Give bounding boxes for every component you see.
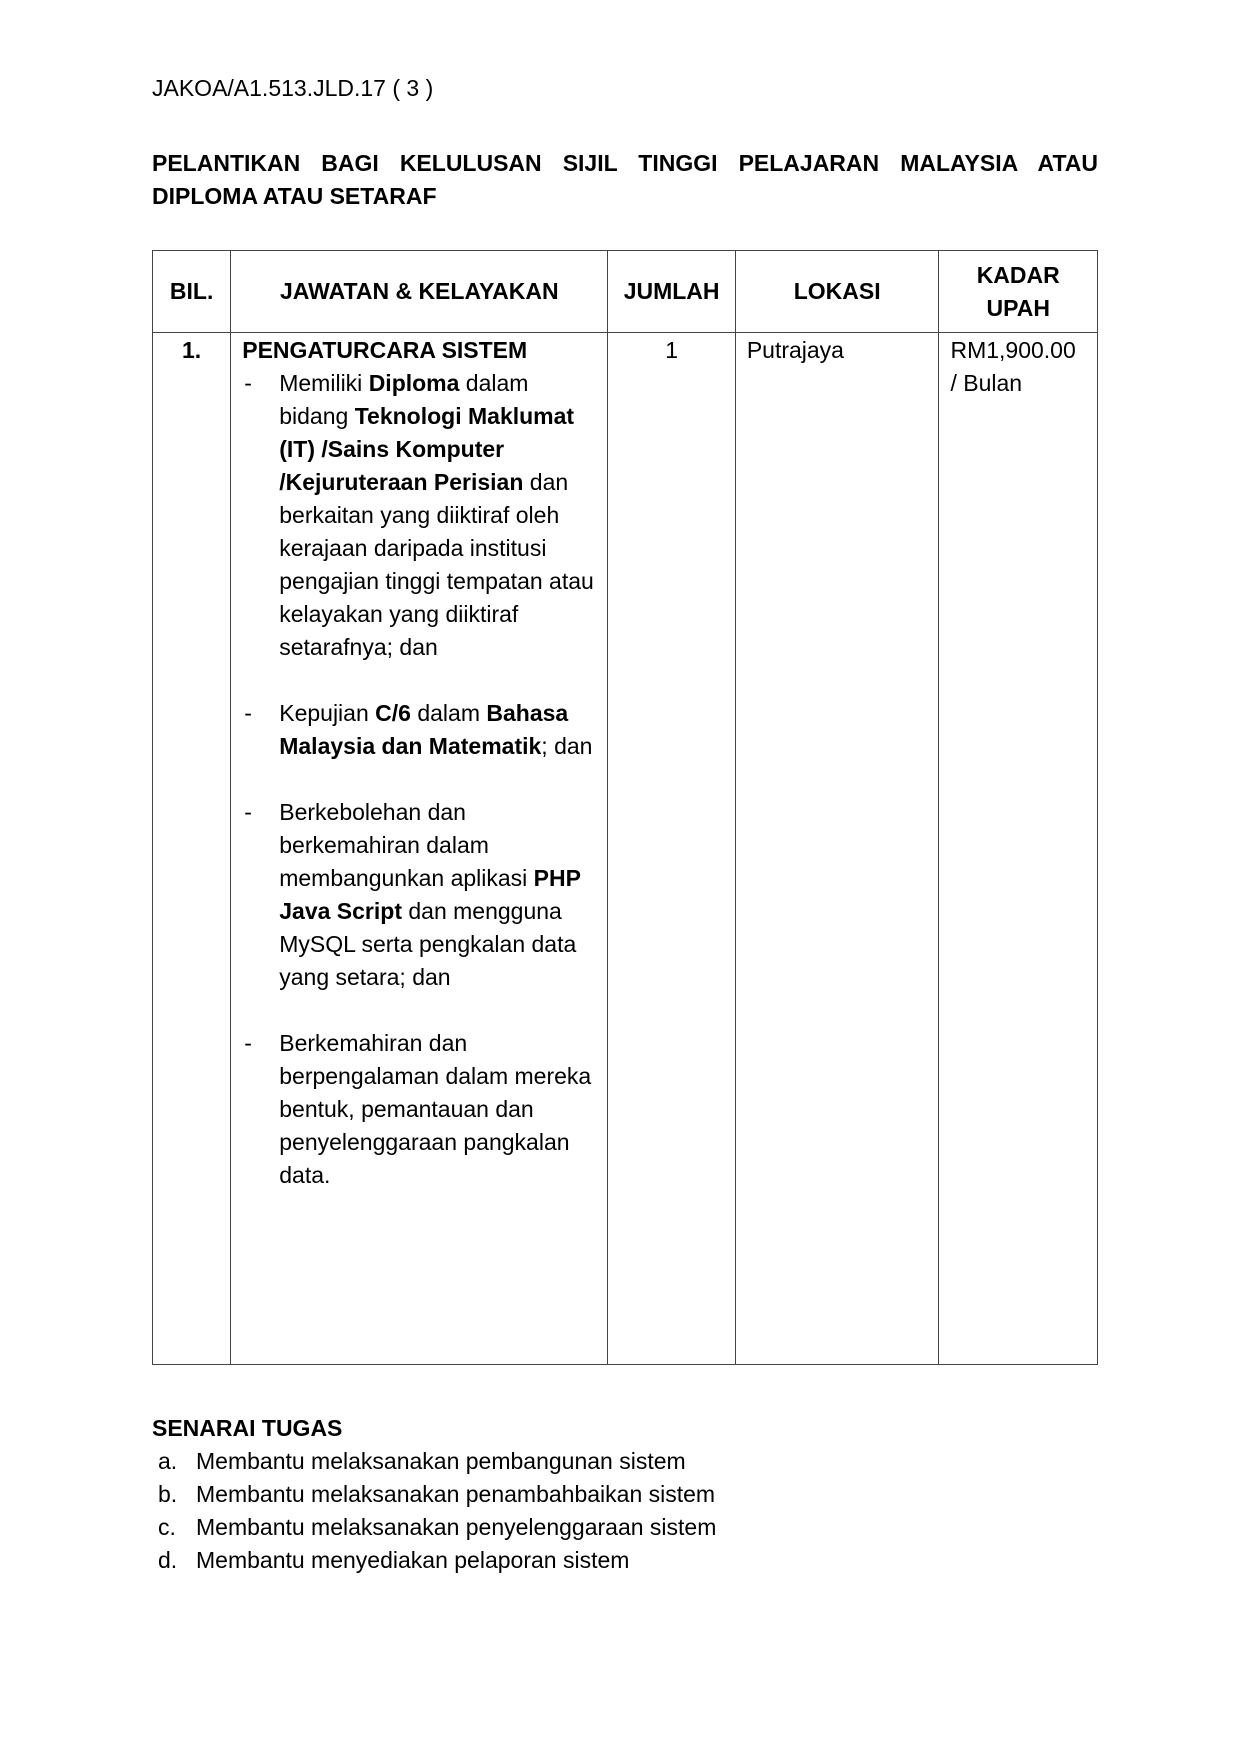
header-jumlah: JUMLAH <box>608 251 735 333</box>
requirement-text <box>279 796 599 994</box>
task-text: Membantu melaksanakan penyelenggaraan sistem <box>196 1514 717 1540</box>
requirement-item <box>242 796 599 994</box>
list-item <box>152 1544 716 1577</box>
cell-kadar-upah <box>939 333 1098 1365</box>
header-bil: BIL. <box>153 251 231 333</box>
cell-jawatan <box>231 333 608 1365</box>
list-item <box>152 1445 716 1478</box>
task-letter: d. <box>158 1547 178 1573</box>
requirement-dash: - <box>244 799 252 825</box>
req3-text-1: Berkebolehan dan berkemahiran dalam membangunkan aplikasi <box>279 799 534 891</box>
req3-bold-1: PHP Java Script <box>279 865 581 924</box>
job-title: PENGATURCARA SISTEM <box>242 337 528 363</box>
task-text: Membantu menyediakan pelaporan sistem <box>196 1547 630 1573</box>
task-text: Membantu melaksanakan pembangunan sistem <box>196 1448 686 1474</box>
document-reference: JAKOA/A1.513.JLD.17 ( 3 ) <box>152 75 434 101</box>
requirement-item <box>242 1027 599 1192</box>
requirement-dash: - <box>244 700 252 726</box>
requirement-dash: - <box>244 370 252 396</box>
req2-text-2: dalam <box>410 700 487 726</box>
task-letter: b. <box>158 1481 178 1507</box>
req1-text-1: Memiliki <box>279 370 369 396</box>
tasks-heading: SENARAI TUGAS <box>152 1415 343 1441</box>
header-kadar-line2: UPAH <box>986 294 1050 321</box>
table-row <box>153 333 1098 1365</box>
header-lokasi: LOKASI <box>735 251 939 333</box>
kadar-amount: RM1,900.00 <box>950 337 1076 363</box>
header-kadar-line1: KADAR <box>976 261 1060 288</box>
requirement-item <box>242 367 599 664</box>
list-item <box>152 1478 716 1511</box>
cell-bil: 1. <box>153 333 231 1365</box>
task-letter: c. <box>158 1514 176 1540</box>
req2-bold-1: C/6 <box>375 700 411 726</box>
task-text: Membantu melaksanakan penambahbaikan sistem <box>196 1481 716 1507</box>
header-kadar-upah <box>939 251 1098 333</box>
req2-text-3: ; dan <box>541 733 593 759</box>
document-title: PELANTIKAN BAGI KELULUSAN SIJIL TINGGI PELAJARAN MALAYSIA ATAU DIPLOMA ATAU SETARAF <box>152 150 1098 209</box>
tasks-list <box>152 1445 716 1577</box>
req3-text-2: dan mengguna MySQL serta pengkalan data yang setara; dan <box>279 898 577 990</box>
req1-text-2: dalam bidang <box>279 370 529 429</box>
requirement-dash: - <box>244 1030 252 1056</box>
req2-bold-2: Bahasa Malaysia dan Matematik <box>279 700 569 759</box>
cell-jumlah: 1 <box>608 333 735 1365</box>
requirement-text <box>279 367 599 664</box>
req1-bold-1: Diploma <box>368 370 460 396</box>
list-item <box>152 1511 716 1544</box>
table-header-row <box>153 251 1098 333</box>
kadar-period: / Bulan <box>950 370 1023 396</box>
cell-lokasi: Putrajaya <box>735 333 939 1365</box>
requirement-text: Berkemahiran dan berpengalaman dalam mereka bentuk, pemantauan dan penyelenggaraan pangkalan data. <box>279 1030 592 1188</box>
requirement-text <box>279 697 599 763</box>
req2-text-1: Kepujian <box>279 700 376 726</box>
header-jawatan: JAWATAN & KELAYAKAN <box>231 251 608 333</box>
task-letter: a. <box>158 1448 178 1474</box>
req1-bold-2: Teknologi Maklumat (IT) /Sains Komputer /Kejuruteraan Perisian <box>279 403 575 495</box>
job-table <box>152 250 1098 1365</box>
requirement-item <box>242 697 599 763</box>
req1-text-3: dan berkaitan yang diiktiraf oleh kerajaan daripada institusi pengajian tinggi tempatan atau kelayakan yang diiktiraf setarafnya; dan <box>279 469 594 660</box>
